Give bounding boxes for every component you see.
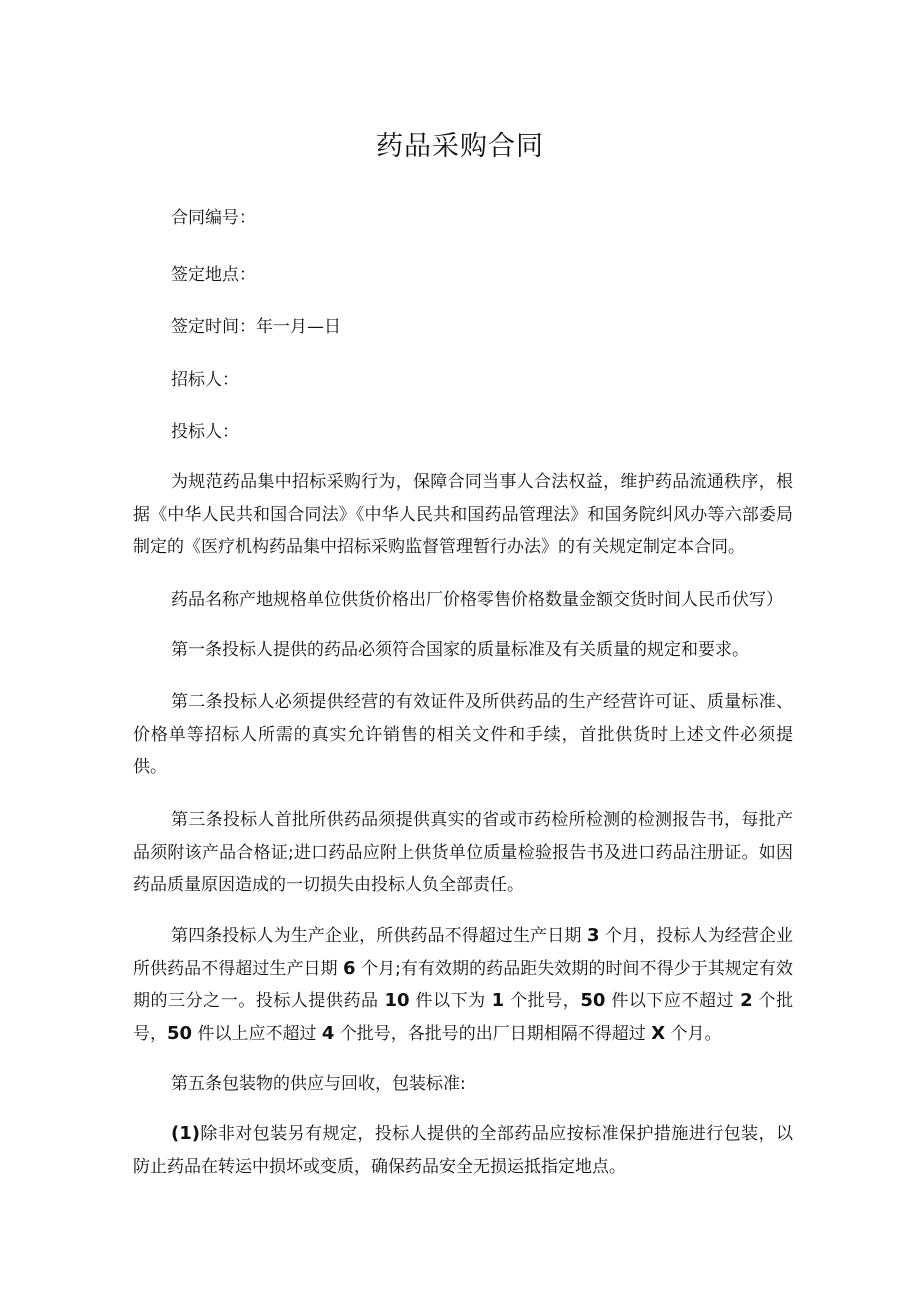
article-4-number: X xyxy=(651,1022,666,1044)
article-4-text: 件以下应不超过 xyxy=(611,991,735,1011)
tenderer-field: 招标人： xyxy=(171,370,239,390)
article-5: 第五条包装物的供应与回收，包装标准: xyxy=(171,1074,466,1094)
article-1: 第一条投标人提供的药品必须符合国家的质量标准及有关质量的规定和要求。 xyxy=(171,640,749,660)
item-1-text: 除非对包装另有规定，投标人提供的全部药品应按标准保护措施进行包装，以防止药品在转运中损坏或变质，确保药品安全无损运抵指定地点。 xyxy=(133,1124,793,1177)
document-title: 药品采购合同 xyxy=(376,131,544,162)
article-5-item-1 xyxy=(133,1118,793,1183)
table-header-line: 药品名称产地规格单位供货价格出厂价格零售价格数量金额交货时间人民币伏写） xyxy=(171,590,783,610)
article-4 xyxy=(133,920,793,1050)
article-4-text: 第四条投标人为生产企业，所供药品不得超过生产日期 xyxy=(171,926,582,946)
article-4-text: 件以上应不超过 xyxy=(197,1023,317,1044)
signing-place-field: 签定地点： xyxy=(171,265,256,285)
article-3: 第三条投标人首批所供药品须提供真实的省或市药检所检测的检测报告书，每批产品须附该产品合格证;进口药品应附上供货单位质量检验报告书及进口药品注册证。如因药品质量原因造成的一切损失由投标人负全部责任。 xyxy=(133,810,793,895)
article-4-text: 个月，投标人为经营企业所供药品不得超过生产日期 xyxy=(133,926,794,979)
article-4-number: 4 xyxy=(321,1022,335,1044)
signing-time-field: 签定时间：年一月—日 xyxy=(171,317,341,337)
article-4-text: 个批号， xyxy=(133,991,794,1044)
item-1-marker: (1) xyxy=(171,1123,200,1144)
preamble-paragraph: 为规范药品集中招标采购行为，保障合同当事人合法权益，维护药品流通秩序，根据《中华人民共和国合同法》《中华人民共和国药品管理法》和国务院纠风办等六部委局制定的《医疗机构药品集中招标采购监督管理暂行办法》的有关规定制定本合同。 xyxy=(133,472,793,557)
article-4-number: 50 xyxy=(580,990,606,1011)
article-4-text: 个批号， xyxy=(510,991,581,1011)
bidder-field: 投标人： xyxy=(171,422,239,442)
article-4-number: 2 xyxy=(740,990,753,1011)
article-4-text: 件以下为 xyxy=(415,991,486,1011)
article-4-number: 50 xyxy=(167,1022,193,1044)
article-4-number: 6 xyxy=(343,957,356,979)
article-4-text: 个月。 xyxy=(670,1023,722,1044)
article-4-number: 1 xyxy=(491,990,505,1011)
article-4-number: 10 xyxy=(384,990,410,1011)
article-4-number: 3 xyxy=(586,925,600,946)
article-4-text: 个月;有有效期的药品距失效期的时间不得少于其规定有效期的三分之一。投标人提供药品 xyxy=(133,958,793,1011)
contract-number-field: 合同编号： xyxy=(171,208,256,228)
article-2: 第二条投标人必须提供经营的有效证件及所供药品的生产经营许可证、质量标准、价格单等招标人所需的真实允许销售的相关文件和手续，首批供货时上述文件必须提供。 xyxy=(133,692,793,777)
article-4-text: 个批号，各批号的出厂日期相隔不得超过 xyxy=(339,1023,646,1044)
